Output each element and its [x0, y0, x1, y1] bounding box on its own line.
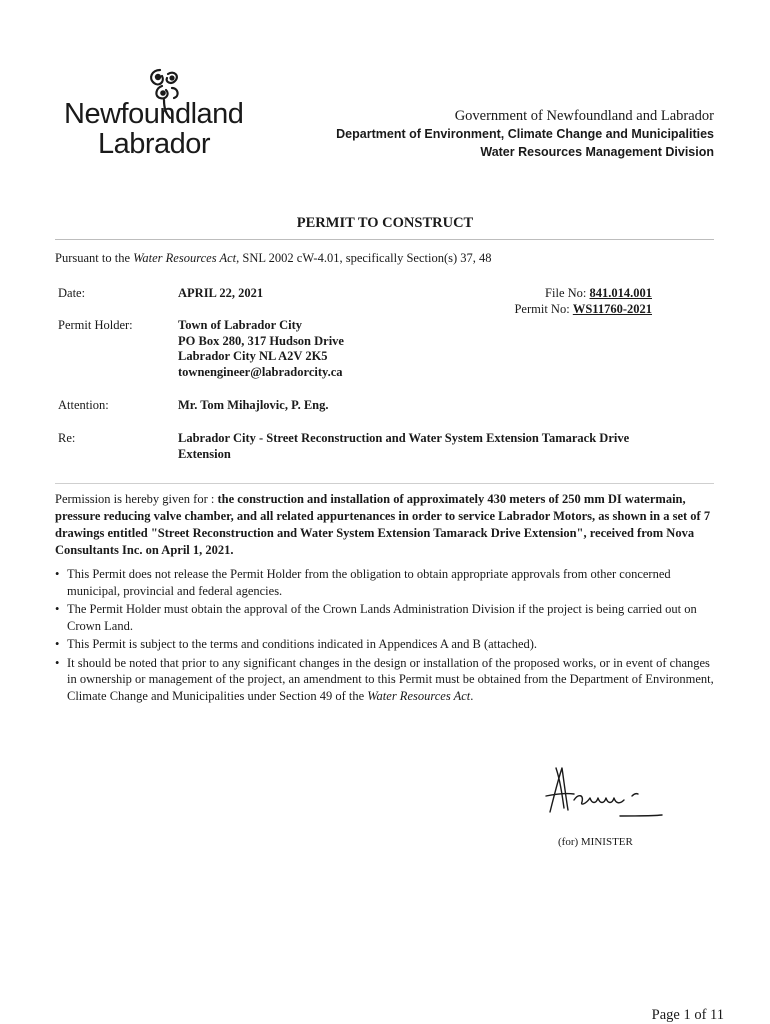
condition-text: This Permit is subject to the terms and conditions indicated in Appendices A and B (attached).	[67, 637, 538, 651]
division-name: Water Resources Management Division	[480, 145, 714, 159]
permit-holder-address	[178, 318, 344, 380]
file-number-row	[514, 286, 652, 302]
section-divider	[55, 483, 714, 484]
logo-line-newfoundland: Newfoundland	[64, 98, 244, 130]
authority-act: Water Resources Act	[133, 251, 237, 265]
list-item: • The Permit Holder must obtain the approval of the Crown Lands Administration Division if the project is being carried out on Crown Land.	[55, 602, 697, 633]
signature-caption: (for) MINISTER	[558, 836, 633, 848]
title-divider	[55, 239, 714, 240]
holder-line: Labrador City NL A2V 2K5	[178, 349, 328, 363]
holder-email: townengineer@labradorcity.ca	[178, 364, 343, 379]
government-name: Government of Newfoundland and Labrador	[454, 108, 714, 124]
holder-line: PO Box 280, 317 Hudson Drive	[178, 333, 344, 348]
file-number-value: 841.014.001	[589, 286, 652, 300]
authority-suffix: , SNL 2002 cW-4.01, specifically Section(s) 37, 48	[236, 251, 492, 265]
re-value	[178, 431, 698, 462]
permit-holder-label: Permit Holder:	[58, 318, 133, 332]
condition-text: It should be noted that prior to any significant changes in the design or installation of the proposed works, or in event of changes in ownership or management of the project, an amendment to this Permit must be obtained from the Department of Environment, Climate Change and Municipalities under Section 49 of the	[67, 655, 714, 703]
condition-suffix: .	[470, 688, 474, 703]
file-number-label: File No:	[545, 286, 590, 300]
re-line: Labrador City - Street Reconstruction and Water System Extension Tamarack Drive	[178, 431, 630, 445]
signature-icon	[540, 760, 670, 830]
permit-number-label: Permit No:	[514, 301, 573, 316]
permission-statement	[55, 491, 718, 559]
list-item: • It should be noted that prior to any significant changes in the design or installation of the proposed works, or in event of changes in ownership or management of the project, an amendment to this Permit must be obtained from the Department of Environment, Climate Change and Municipalities under Section 49 of the Water Resources Act.	[55, 655, 714, 703]
conditions-list	[55, 566, 718, 706]
permit-number-row	[514, 302, 652, 318]
condition-act: Water Resources Act	[367, 688, 471, 703]
permission-prefix: Permission is hereby given for :	[55, 492, 218, 506]
re-label: Re:	[58, 431, 76, 445]
date-label: Date:	[58, 286, 86, 300]
page-number: Page 1 of 11	[651, 1007, 724, 1023]
department-name: Department of Environment, Climate Change and Municipalities	[336, 127, 714, 141]
attention-value: Mr. Tom Mihajlovic, P. Eng.	[178, 398, 329, 412]
condition-text: This Permit does not release the Permit Holder from the obligation to obtain appropriate approvals from other concerned municipal, provincial and federal agencies.	[67, 567, 671, 598]
attention-label: Attention:	[58, 398, 109, 412]
authority-line	[55, 250, 492, 266]
authority-prefix: Pursuant to the	[55, 251, 134, 265]
file-permit-numbers	[514, 286, 652, 317]
condition-text: The Permit Holder must obtain the approval of the Crown Lands Administration Division if the project is being carried out on Crown Land.	[67, 602, 697, 633]
list-item: • This Permit is subject to the terms and conditions indicated in Appendices A and B (attached).	[55, 637, 538, 651]
permission-body: the construction and installation of approximately 430 meters of 250 mm DI watermain, pressure reducing valve chamber, and all related appurtenances in order to service Labrador Motors, as shown in a set of 7 drawings entitled "Street Reconstruction and Water System Extension Tamarack Drive Extension", received from Nova Consultants Inc. on April 1, 2021.	[55, 492, 711, 557]
holder-line: Town of Labrador City	[178, 318, 302, 332]
permit-number-value: WS11760-2021	[572, 301, 652, 316]
logo-line-labrador: Labrador	[98, 128, 211, 160]
date-value: APRIL 22, 2021	[178, 286, 264, 300]
government-header	[336, 107, 714, 161]
list-item: • This Permit does not release the Permit Holder from the obligation to obtain appropriate approvals from other concerned municipal, provincial and federal agencies.	[55, 567, 671, 598]
logo-wordmark	[64, 99, 264, 159]
document-title: PERMIT TO CONSTRUCT	[296, 215, 474, 231]
re-line: Extension	[178, 446, 231, 461]
